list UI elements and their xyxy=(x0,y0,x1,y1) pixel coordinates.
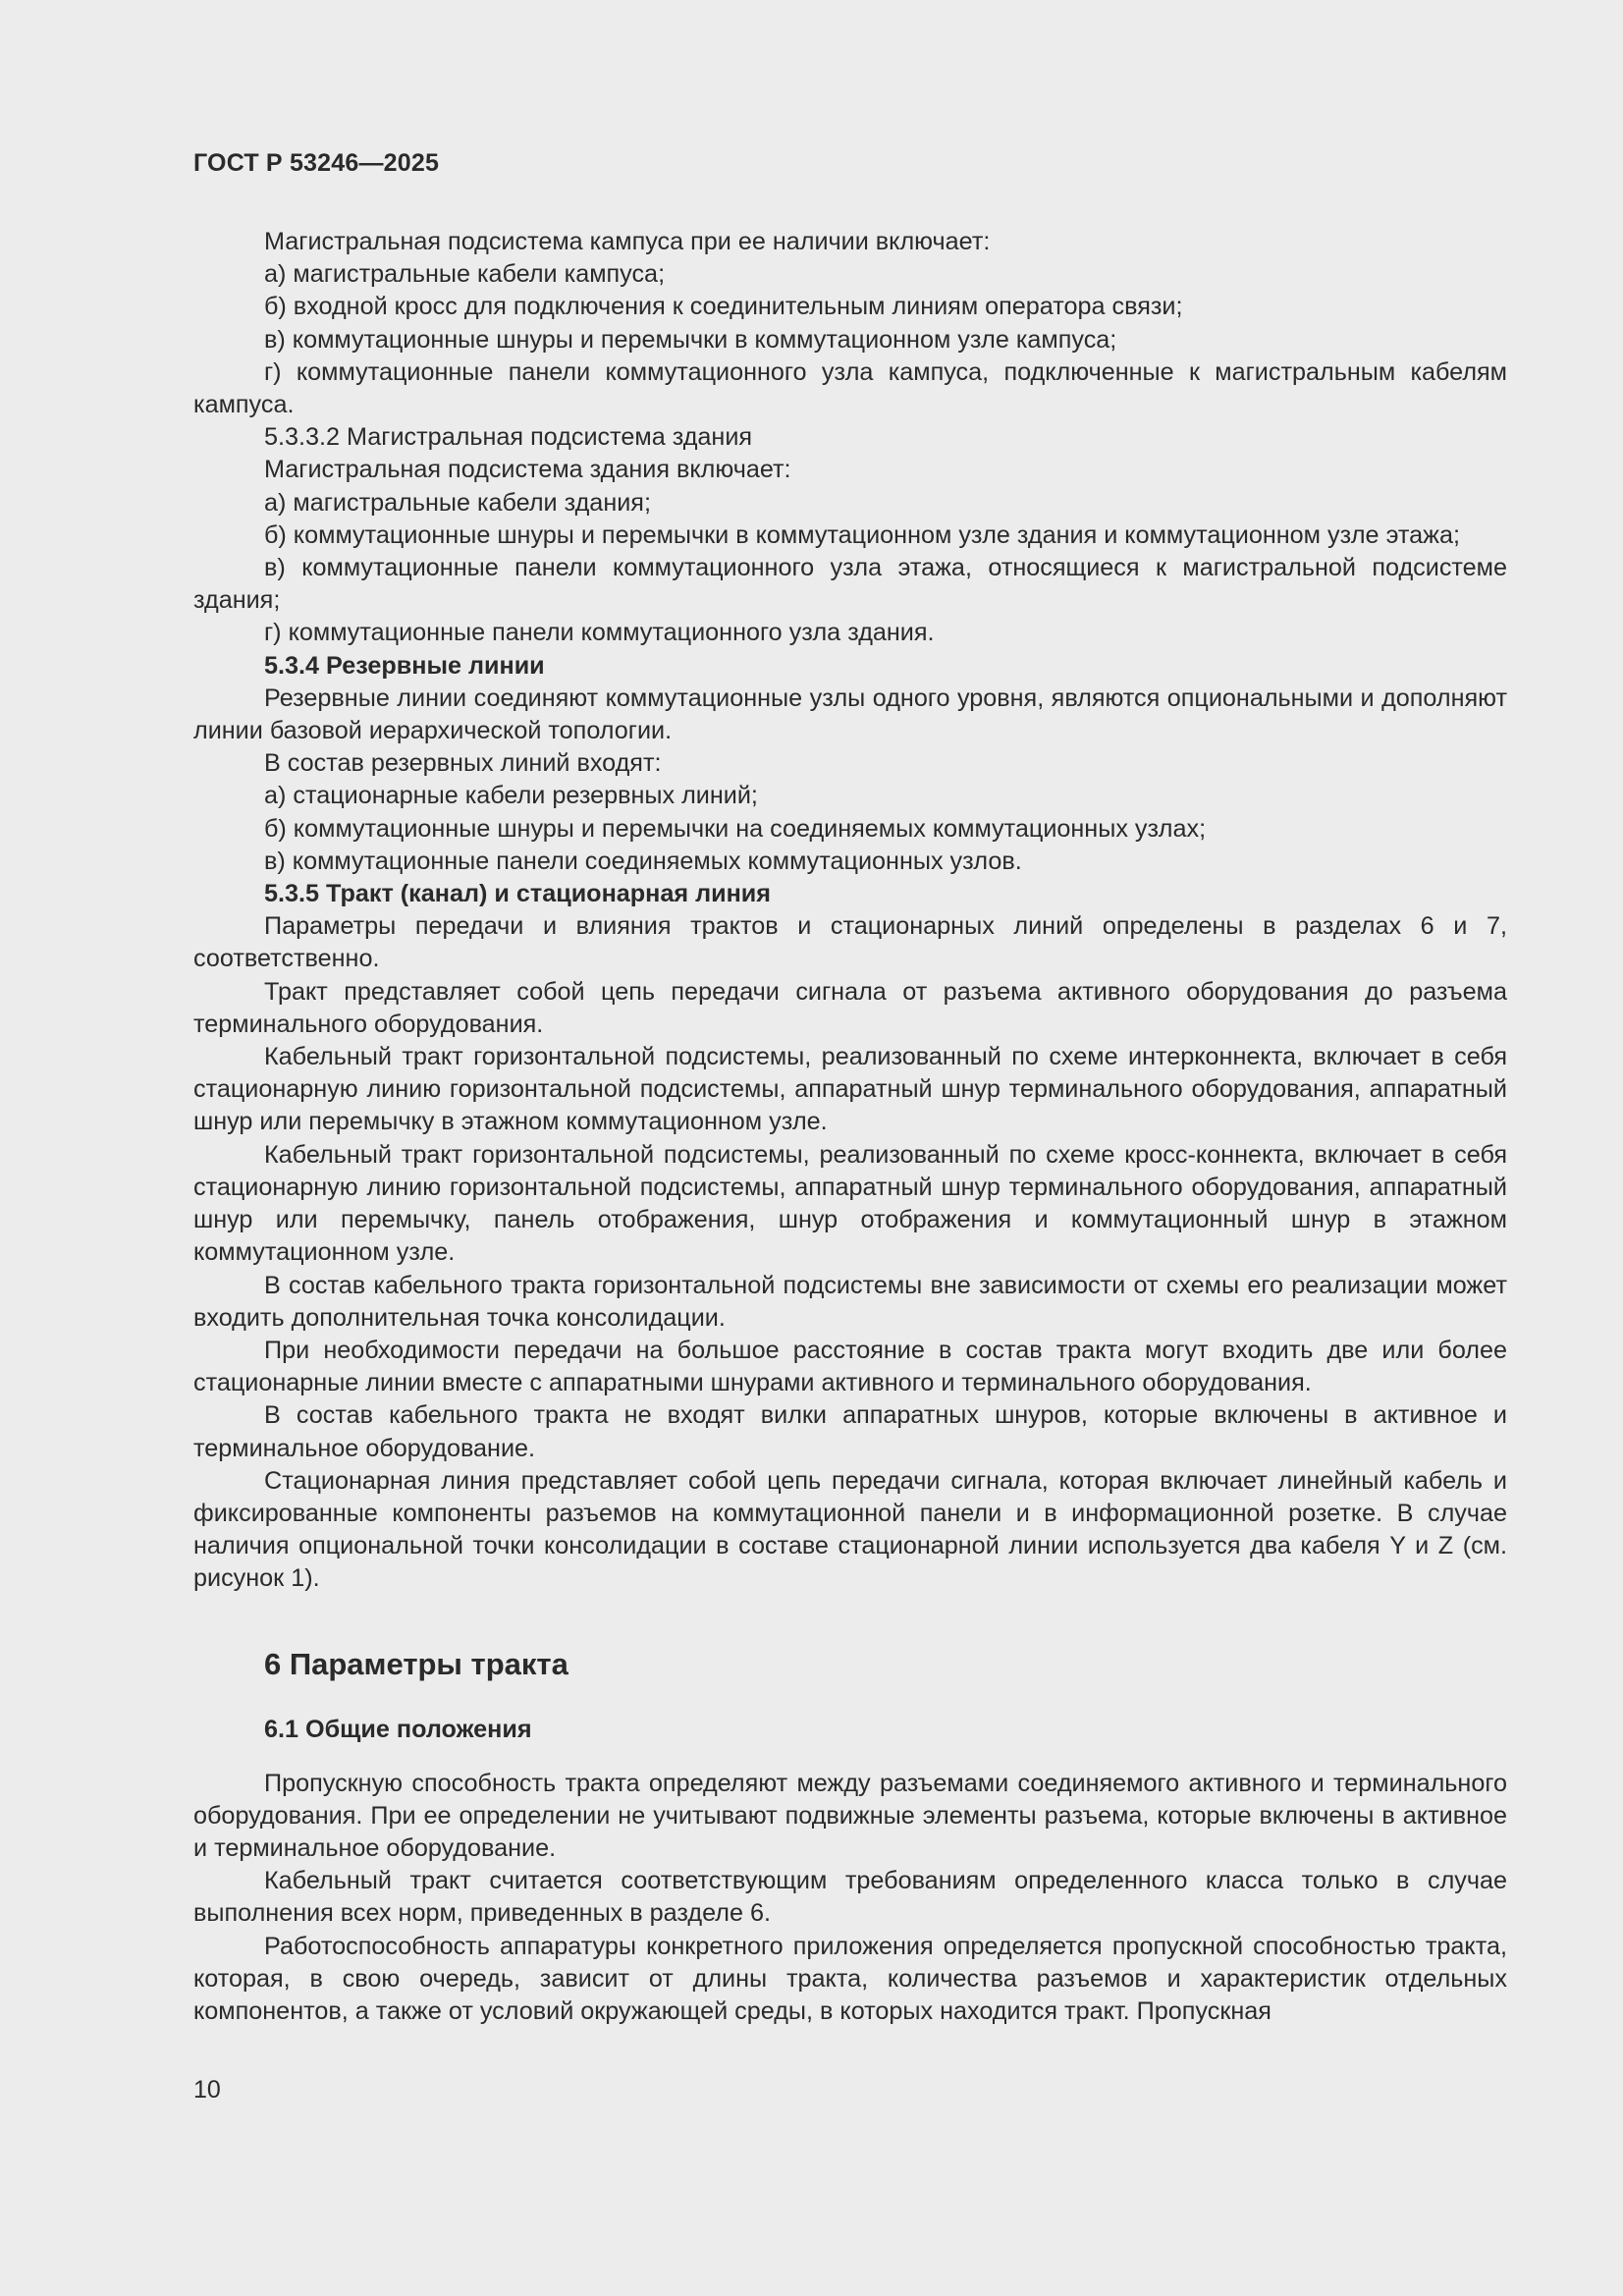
paragraph: Параметры передачи и влияния трактов и стационарных линий определены в разделах 6 и 7, соответственно. xyxy=(193,912,1507,973)
paragraph: Кабельный тракт горизонтальной подсистемы, реализованный по схеме интерконнекта, включает в себя стационарную линию горизонтальной подсистемы, аппаратный шнур терминального оборудования, аппаратный шнур или перемычку в этажном коммутационном узле. xyxy=(193,1043,1507,1136)
list-item: б) коммутационные шнуры и перемычки на соединяемых коммутационных узлах; xyxy=(264,814,1207,843)
paragraph: В состав резервных линий входят: xyxy=(264,749,662,778)
paragraph: Кабельный тракт считается соответствующим требованиям определенного класса только в случае выполнения всех норм, приведенных в разделе 6. xyxy=(193,1867,1507,1928)
paragraph: В состав кабельного тракта не входят вилки аппаратных шнуров, которые включены в активное и терминальное оборудование. xyxy=(193,1401,1507,1462)
section-heading-6-1: 6.1 Общие положения xyxy=(264,1715,532,1743)
paragraph: Стационарная линия представляет собой цепь передачи сигнала, которая включает линейный кабель и фиксированные компоненты разъемов на коммутационной панели и в информационной розетке. В случае наличия опциональной точки консолидации в составе стационарной линии используется два кабеля Y и Z (см. рисунок 1). xyxy=(193,1466,1507,1593)
paragraph: Работоспособность аппаратуры конкретного приложения определяется пропускной способностью тракта, которая, в свою очередь, зависит от длины тракта, количества разъемов и характеристик отдельных компонентов, а также от условий окружающей среды, в которых находится тракт. Пропускная xyxy=(193,1932,1507,2025)
paragraph: При необходимости передачи на большое расстояние в состав тракта могут входить две или более стационарные линии вместе с аппаратными шнурами активного и терминального оборудования. xyxy=(193,1336,1507,1397)
paragraph: В состав кабельного тракта горизонтальной подсистемы вне зависимости от схемы его реализации может входить дополнительная точка консолидации. xyxy=(193,1271,1507,1332)
paragraph: Тракт представляет собой цепь передачи сигнала от разъема активного оборудования до разъема терминального оборудования. xyxy=(193,977,1507,1038)
list-item: а) стационарные кабели резервных линий; xyxy=(264,782,758,810)
list-item: в) коммутационные панели соединяемых коммутационных узлов. xyxy=(264,847,1022,875)
paragraph: Магистральная подсистема здания включает: xyxy=(264,456,791,484)
list-item: г) коммутационные панели коммутационного узла кампуса, подключенные к магистральным кабелям кампуса. xyxy=(193,357,1507,419)
paragraph: Магистральная подсистема кампуса при ее наличии включает: xyxy=(264,228,991,255)
list-item: в) коммутационные панели коммутационного узла этажа, относящиеся к магистральной подсистеме здания; xyxy=(193,554,1507,615)
list-item: б) входной кросс для подключения к соединительным линиям оператора связи; xyxy=(264,293,1183,321)
page-content xyxy=(193,226,1507,2028)
list-item: а) магистральные кабели здания; xyxy=(264,488,651,517)
section-heading-5-3-4: 5.3.4 Резервные линии xyxy=(264,651,545,680)
subsection-title: 5.3.3.2 Магистральная подсистема здания xyxy=(264,423,753,452)
paragraph: Кабельный тракт горизонтальной подсистемы, реализованный по схеме кросс-коннекта, включает в себя стационарную линию горизонтальной подсистемы, аппаратный шнур терминального оборудования, аппаратный шнур или перемычку, панель отображения, шнур отображения и коммутационный шнур в этажном коммутационном узле. xyxy=(193,1140,1507,1267)
list-item: б) коммутационные шнуры и перемычки в коммутационном узле здания и коммутационном узле этажа; xyxy=(264,520,1460,549)
section-heading-6: 6 Параметры тракта xyxy=(264,1646,568,1681)
list-item: г) коммутационные панели коммутационного узла здания. xyxy=(264,619,935,647)
section-heading-5-3-5: 5.3.5 Тракт (канал) и стационарная линия xyxy=(264,880,771,908)
list-item: а) магистральные кабели кампуса; xyxy=(264,260,666,289)
page-number: 10 xyxy=(193,2076,221,2104)
document-header: ГОСТ Р 53246—2025 xyxy=(193,149,440,177)
paragraph: Пропускную способность тракта определяют между разъемами соединяемого активного и терминального оборудования. При ее определении не учитывают подвижные элементы разъема, которые включены в активное и терминальное оборудование. xyxy=(193,1769,1507,1862)
list-item: в) коммутационные шнуры и перемычки в коммутационном узле кампуса; xyxy=(264,325,1117,354)
paragraph: Резервные линии соединяют коммутационные узлы одного уровня, являются опциональными и дополняют линии базовой иерархической топологии. xyxy=(193,683,1507,745)
